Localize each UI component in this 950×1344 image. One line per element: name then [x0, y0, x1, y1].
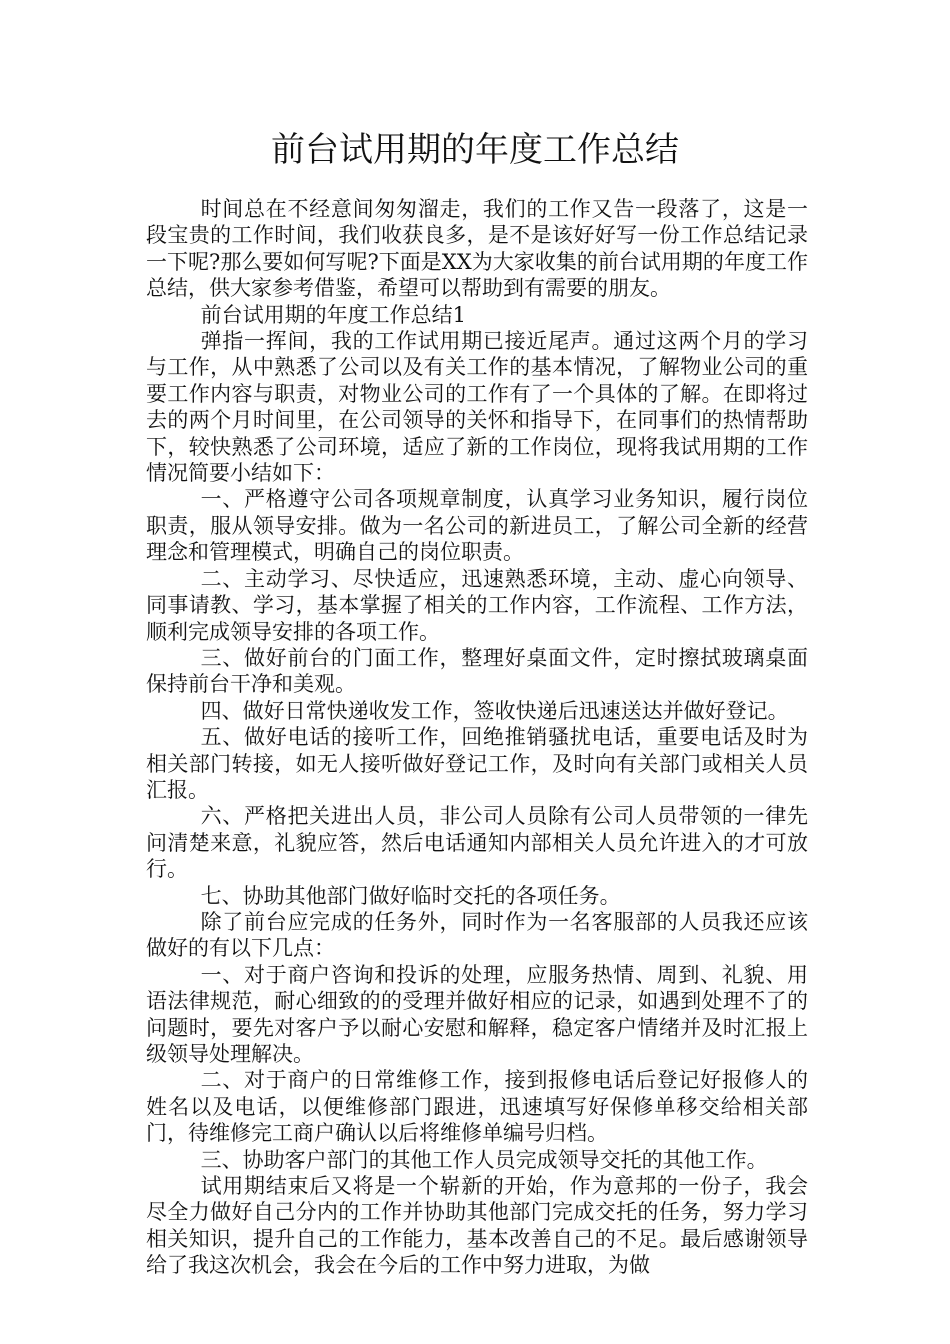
list-item: 四、做好日常快递收发工作，签收快递后迅速送达并做好登记。 — [200, 698, 789, 723]
list-item: 三、做好前台的门面工作，整理好桌面文件，定时擦拭玻璃桌面保持前台干净和美观。 — [146, 645, 808, 697]
section-heading: 前台试用期的年度工作总结1 — [200, 302, 466, 327]
list-item: 七、协助其他部门做好临时交托的各项任务。 — [200, 883, 621, 908]
list-item: 六、严格把关进出人员，非公司人员除有公司人员带领的一律先问清楚来意，礼貌应答，然后电话通知内部相关人员允许进入的才可放行。 — [146, 804, 808, 882]
list-item: 一、对于商户咨询和投诉的处理，应服务热情、周到、礼貌、用语法律规范，耐心细致的的受理并做好相应的记录，如遇到处理不了的问题时，要先对客户予以耐心安慰和解释，稳定客户情绪并及时汇报上级领导处理解决。 — [146, 962, 808, 1066]
paragraph-intro: 时间总在不经意间匆匆溜走，我们的工作又告一段落了，这是一段宝贵的工作时间，我们收获良多，是不是该好好写一份工作总结记录一下呢?那么要如何写呢?下面是XX为大家收集的前台试用期的年度工作总结，供大家参考借鉴，希望可以帮助到有需要的朋友。 — [146, 197, 808, 301]
list-item: 二、对于商户的日常维修工作，接到报修电话后登记好报修人的姓名以及电话，以便维修部门跟进，迅速填写好保修单移交给相关部门，待维修完工商户确认以后将维修单编号归档。 — [146, 1068, 808, 1146]
document-title: 前台试用期的年度工作总结 — [271, 130, 679, 170]
document-body — [146, 196, 808, 1279]
paragraph: 弹指一挥间，我的工作试用期已接近尾声。通过这两个月的学习与工作，从中熟悉了公司以及有关工作的基本情况，了解物业公司的重要工作内容与职责，对物业公司的工作有了一个具体的了解。在即将过去的两个月时间里，在公司领导的关怀和指导下，在同事们的热情帮助下，较快熟悉了公司环境，适应了新的工作岗位，现将我试用期的工作情况简要小结如下： — [146, 329, 808, 486]
paragraph: 除了前台应完成的任务外，同时作为一名客服部的人员我还应该做好的有以下几点： — [146, 909, 808, 961]
list-item: 二、主动学习、尽快适应，迅速熟悉环境，主动、虚心向领导、同事请教、学习，基本掌握了相关的工作内容，工作流程、工作方法，顺利完成领导安排的各项工作。 — [146, 566, 808, 644]
list-item: 一、严格遵守公司各项规章制度，认真学习业务知识，履行岗位职责，服从领导安排。做为一名公司的新进员工，了解公司全新的经营理念和管理模式，明确自己的岗位职责。 — [146, 487, 808, 565]
list-item: 五、做好电话的接听工作，回绝推销骚扰电话，重要电话及时为相关部门转接，如无人接听做好登记工作，及时向有关部门或相关人员汇报。 — [146, 725, 808, 802]
list-item: 三、协助客户部门的其他工作人员完成领导交托的其他工作。 — [200, 1147, 768, 1172]
paragraph-closing: 试用期结束后又将是一个崭新的开始，作为意邦的一份子，我会尽全力做好自己分内的工作并协助其他部门完成交托的任务，努力学习相关知识，提升自己的工作能力，基本改善自己的不足。最后感谢领导给了我这次机会，我会在今后的工作中努力进取，为做 — [146, 1174, 808, 1278]
